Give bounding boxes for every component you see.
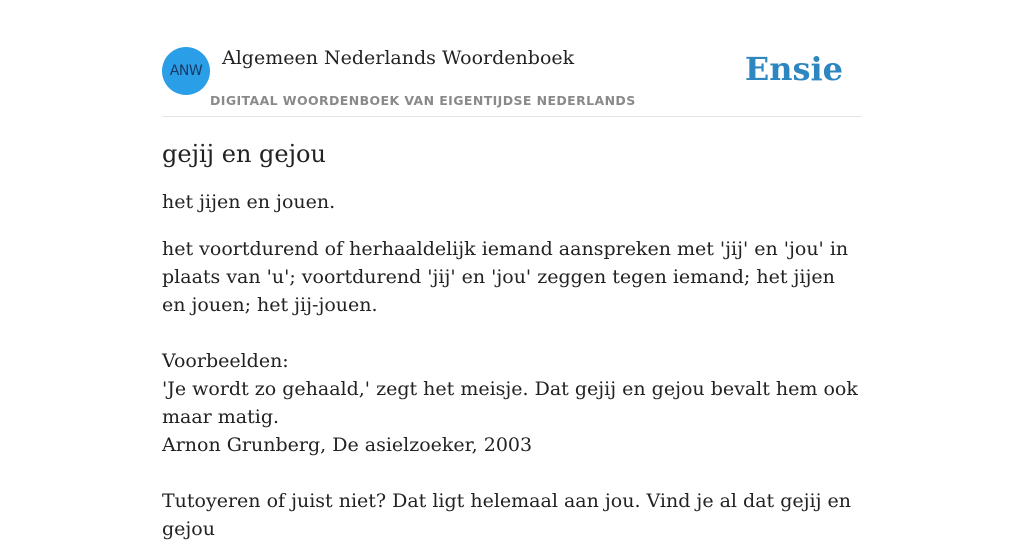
- example-quote-2: Tutoyeren of juist niet? Dat ligt helemaal aan jou. Vind je al dat gejij en gejou: [162, 490, 851, 540]
- blank-line: [162, 319, 862, 347]
- site-subtitle: DIGITAAL WOORDENBOEK VAN EIGENTIJDSE NEDERLANDS: [210, 93, 636, 108]
- definition-text: het voortdurend of herhaaldelijk iemand aanspreken met 'jij' en 'jou' in plaats van 'u'; voortdurend 'jij' en 'jou' zeggen tegen iemand; het jijen en jouen; het jij-jouen.: [162, 238, 849, 316]
- anw-logo[interactable]: [162, 47, 210, 95]
- logo-text: ANW: [169, 63, 203, 79]
- site-title: Algemeen Nederlands Woordenboek: [222, 47, 575, 69]
- example-quote: 'Je wordt zo gehaald,' zegt het meisje. Dat gejij en gejou bevalt hem ook maar matig.: [162, 378, 858, 428]
- full-definition: [162, 235, 862, 543]
- short-definition: het jijen en jouen.: [162, 191, 336, 213]
- blank-line: [162, 459, 862, 487]
- examples-label: Voorbeelden:: [162, 350, 289, 372]
- entry-content: [162, 136, 862, 543]
- ensie-brand-link[interactable]: Ensie: [744, 50, 843, 88]
- site-header: [162, 0, 862, 117]
- entry-headword: gejij en gejou: [162, 140, 326, 168]
- example-source: Arnon Grunberg, De asielzoeker, 2003: [162, 434, 533, 456]
